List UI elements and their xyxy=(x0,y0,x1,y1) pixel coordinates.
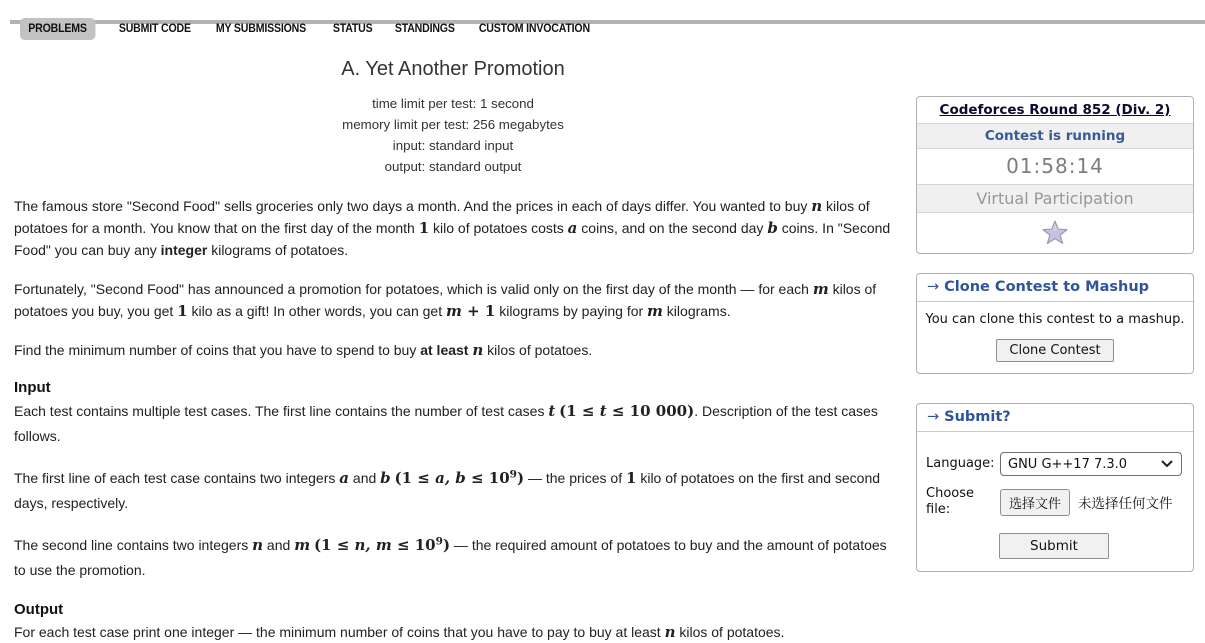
memory-limit: memory limit per test: 256 megabytes xyxy=(342,117,564,132)
problem-statement xyxy=(14,58,892,643)
submit-button-row xyxy=(926,533,1182,559)
statement-paragraph: Find the minimum number of coins that you have to spend to buy at least n kilos of potatoes. xyxy=(14,341,593,359)
problem-header xyxy=(14,58,892,177)
input-spec: input: standard input xyxy=(392,138,514,153)
arrow-right-icon: → xyxy=(927,409,940,425)
tab-my-submissions[interactable]: MY SUBMISSIONS xyxy=(215,23,306,35)
statement-body xyxy=(14,195,892,643)
tab-standings[interactable]: STANDINGS xyxy=(394,23,455,35)
star-icon[interactable] xyxy=(1042,220,1068,245)
clone-box-header xyxy=(917,274,1193,302)
contest-title-row xyxy=(917,97,1193,124)
input-paragraph: The first line of each test case contains two integers a and b (1 ≤ a, $b \le 10^9$) — the prices of 1 kilo of potatoes on the first and second days, respectively. xyxy=(14,468,881,511)
clone-button-row xyxy=(917,339,1193,362)
statement-paragraph: Fortunately, "Second Food" has announced a promotion for potatoes, which is valid only on the first day of the month — for each m kilos of potatoes you buy, you get 1 kilo as a gift! In other words, you can get m + 1 kilograms by paying for m kilograms. xyxy=(14,280,877,320)
output-paragraph: For each test case print one integer — the minimum number of coins that you have to pay to buy at least n kilos of potatoes. xyxy=(14,623,785,641)
statement-paragraph: The famous store "Second Food" sells groceries only two days a month. And the prices in each of days differ. You wanted to buy n kilos of potatoes for a month. You know that on the first day of the month 1 kilo of potatoes costs a coins, and on the second day b coins. In "Second Food" you can buy any integer kilograms of potatoes. xyxy=(14,197,891,258)
virtual-participation-label: Virtual Participation xyxy=(917,185,1193,213)
language-select-value: GNU G++17 7.3.0 xyxy=(1008,456,1128,472)
tab-submit-code[interactable]: SUBMIT CODE xyxy=(118,23,191,35)
tab-custom-invocation[interactable]: CUSTOM INVOCATION xyxy=(478,23,590,35)
output-spec: output: standard output xyxy=(384,159,522,174)
input-paragraph: Each test contains multiple test cases. The first line contains the number of test cases t (1 ≤ t ≤ 10 000). Description of the test cases follows. xyxy=(14,402,878,444)
file-input xyxy=(1000,489,1182,516)
contest-info-box xyxy=(916,96,1194,254)
contest-countdown-timer: 01:58:14 xyxy=(917,149,1193,185)
submit-form xyxy=(917,432,1193,571)
language-row xyxy=(926,452,1182,476)
sidebar xyxy=(916,96,1194,572)
choose-file-row xyxy=(926,486,1182,518)
time-limit: time limit per test: 1 second xyxy=(372,96,534,111)
tab-problems[interactable]: PROBLEMS xyxy=(20,18,95,40)
clone-description: You can clone this contest to a mashup. xyxy=(925,312,1185,327)
language-select[interactable] xyxy=(1000,452,1182,476)
file-status-text: 未选择任何文件 xyxy=(1078,496,1173,512)
submit-box xyxy=(916,403,1194,572)
clone-contest-button[interactable]: Clone Contest xyxy=(996,339,1113,362)
problem-title: A. Yet Another Promotion xyxy=(341,58,565,80)
output-section-title: Output xyxy=(14,601,64,618)
contest-status: Contest is running xyxy=(917,124,1193,149)
input-section-title: Input xyxy=(14,379,51,396)
language-label: Language: xyxy=(926,456,995,471)
input-paragraph: The second line contains two integers n and m (1 ≤ n, $m \le 10^9$) — the required amount of potatoes to buy and the amount of potatoes to use the promotion. xyxy=(14,535,887,578)
choose-file-label: Choose file: xyxy=(926,486,974,517)
favorite-star-row xyxy=(917,213,1193,253)
clone-box-title: Clone Contest to Mashup xyxy=(944,279,1150,295)
submit-box-title: Submit? xyxy=(944,409,1011,425)
chevron-down-icon xyxy=(1161,460,1173,468)
submit-button[interactable]: Submit xyxy=(999,533,1109,559)
arrow-right-icon: → xyxy=(927,279,940,295)
submit-box-header xyxy=(917,404,1193,432)
contest-title-link[interactable]: Codeforces Round 852 (Div. 2) xyxy=(939,102,1171,118)
tab-status[interactable]: STATUS xyxy=(332,23,373,35)
clone-contest-box xyxy=(916,273,1194,374)
choose-file-button[interactable]: 选择文件 xyxy=(1000,489,1070,516)
